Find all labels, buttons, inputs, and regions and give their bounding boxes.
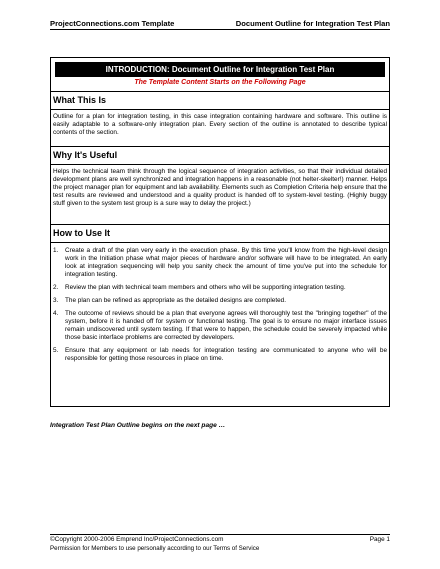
list-item-number: 2. [53,284,59,291]
intro-box [50,57,390,407]
list-item-number: 4. [53,310,59,317]
section-title-what: What This Is [53,95,107,105]
section-why-useful [51,146,389,208]
list-item [53,247,387,279]
section-text-what: Outline for a plan for integration testing, in this case integration containing hardware and software. This outline is easily adaptable to a software-only integration plan. Every section of the outline is annotated to describe typical contents of the section. [53,113,387,136]
template-start-note: The Template Content Starts on the Following Page [134,79,306,86]
next-page-note: Integration Test Plan Outline begins on the next page … [50,422,226,429]
list-item [53,297,387,305]
section-what-this-is [51,91,389,137]
section-how-to-use [51,224,389,368]
page-footer [50,536,390,543]
list-item-text: The plan can be refined as appropriate as the detailed designs are completed. [65,297,286,304]
list-item-number: 5. [53,347,59,354]
footer-permission: Permission for Members to use personally according to our Terms of Service [50,545,260,552]
footer-page-number: Page 1 [369,536,390,543]
list-item-text: Create a draft of the plan very early in the execution phase. By this time you'll know from the high-level design work in the Initiation phase what major pieces of hardware and/or software will have to be integrated. An early look at integration sequencing will help you sanity check the amount of time you've put into the schedule for integration testing. [65,247,387,278]
list-item [53,310,387,342]
list-item [53,347,387,363]
how-to-list [51,243,389,363]
intro-title-bar: INTRODUCTION: Document Outline for Integration Test Plan [55,62,385,77]
section-title-why: Why It's Useful [53,150,118,160]
header-right-title: Document Outline for Integration Test Plan [235,19,390,28]
section-text-why: Helps the technical team think through the logical sequence of integration activities, so that their individual detailed development plans are well synchronized and integration happens in a reasonable (not helter-skelter!) manner. Helps the project manager plan for equipment and lab availability. Elements such as Completion Criteria help ensure that the test results are reviewed and understood and a quality product is handed off to system-level testing. (Highly buggy stuff given to the system test group is a sure way to delay the project.) [53,168,387,207]
page-header [50,14,390,28]
list-item [53,284,387,292]
list-item-number: 3. [53,297,59,304]
header-left-title: ProjectConnections.com Template [50,19,175,28]
footer-rule [50,534,390,535]
list-item-text: Ensure that any equipment or lab needs for integration testing are communicated to anyone who will be responsible for getting those resources in place on time. [65,347,387,362]
list-item-text: The outcome of reviews should be a plan that everyone agrees will thoroughly test the "bringing together" of the system, before it is handed off for system or functional testing. The goal is to ensure no major interface issues remain undiscovered until system testing. If that were to happen, the schedule could be severely impacted while those basic interface problems are corrected by developers. [65,310,387,341]
list-item-number: 1. [53,247,59,254]
list-item-text: Review the plan with technical team members and others who will be supporting integration testing. [65,284,346,291]
footer-copyright: ©Copyright 2000-2006 Emprend Inc/ProjectConnections.com [50,536,224,543]
header-rule [50,29,390,30]
section-title-how: How to Use It [53,228,111,238]
